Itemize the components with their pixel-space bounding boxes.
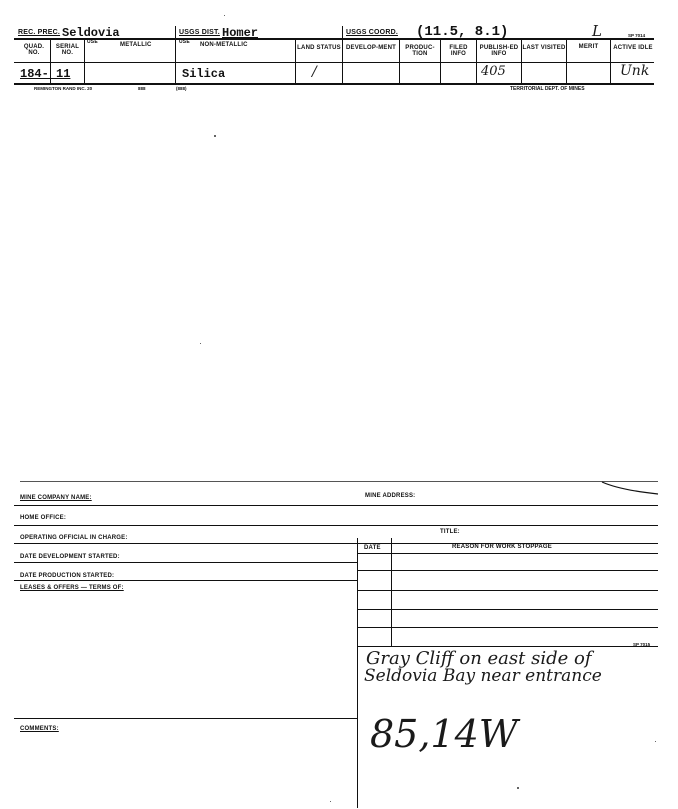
date-production-label: DATE PRODUCTION STARTED: bbox=[20, 573, 115, 579]
scan-speck bbox=[517, 787, 519, 789]
bottom-form-number: SP 7015 bbox=[633, 642, 651, 647]
table-date-divider bbox=[391, 538, 392, 646]
bottom-card-top-edge bbox=[20, 481, 658, 482]
scan-speck bbox=[655, 741, 656, 742]
rule-company bbox=[14, 505, 658, 506]
handwritten-location-line2: Seldovia Bay near entrance bbox=[364, 666, 602, 686]
table-row-rule-5 bbox=[357, 646, 658, 647]
table-row-rule-4 bbox=[357, 627, 658, 628]
table-row-rule-1 bbox=[357, 570, 658, 571]
scan-speck bbox=[330, 801, 331, 802]
rec-prec-label: REC. PREC. bbox=[18, 29, 61, 36]
usgs-dist-value: Homer bbox=[222, 26, 259, 40]
handwritten-number: 85,14W bbox=[370, 712, 518, 756]
table-left-border bbox=[357, 538, 358, 808]
rule-development bbox=[14, 562, 357, 563]
divider-usgs-dist bbox=[175, 26, 176, 83]
header-serial-no: SERIAL NO. bbox=[55, 44, 80, 56]
table-row-rule-2 bbox=[357, 590, 658, 591]
scan-speck bbox=[224, 15, 225, 16]
handwritten-location-line1: Gray Cliff on east side of bbox=[366, 648, 592, 669]
scan-speck bbox=[200, 343, 201, 344]
mine-address-label: MINE ADDRESS: bbox=[365, 493, 416, 499]
top-card-header-rule bbox=[14, 62, 654, 63]
divider-usgs-coord bbox=[342, 26, 343, 39]
footer-code-2: (888) bbox=[176, 86, 187, 91]
rule-official bbox=[14, 543, 658, 544]
header-merit: MERIT bbox=[578, 44, 599, 50]
rec-prec-value: Seldovia bbox=[62, 26, 120, 40]
usgs-coord-value: (11.5, 8.1) bbox=[416, 24, 509, 40]
header-land-status: LAND STATUS bbox=[297, 45, 341, 51]
top-form-number: SP 7014 bbox=[628, 33, 646, 38]
quad-serial-value: 184- 11 bbox=[20, 67, 71, 81]
footer-code-1: 888 bbox=[138, 86, 146, 91]
torn-corner-mark bbox=[600, 480, 660, 496]
header-production: PRODUC-TION bbox=[405, 45, 435, 57]
header-active-idle: ACTIVE IDLE bbox=[613, 45, 653, 51]
nonmetallic-value: Silica bbox=[182, 67, 226, 81]
table-row-rule-3 bbox=[357, 609, 658, 610]
active-idle-value: Unk bbox=[620, 63, 650, 79]
top-card-bottom-rule bbox=[14, 83, 654, 85]
header-nonmetallic: NON-METALLIC bbox=[200, 42, 248, 48]
header-metallic: METALLIC bbox=[120, 42, 152, 48]
comments-label: COMMENTS: bbox=[20, 726, 59, 732]
rule-comments bbox=[14, 718, 357, 719]
header-published-info: PUBLISH-ED INFO bbox=[479, 45, 519, 57]
header-quad-no: QUAD. NO. bbox=[23, 44, 45, 56]
mine-company-name-label: MINE COMPANY NAME: bbox=[20, 495, 92, 501]
header-development: DEVELOP-MENT bbox=[345, 45, 397, 51]
date-development-label: DATE DEVELOPMENT STARTED: bbox=[20, 554, 120, 560]
divider-metallic bbox=[84, 39, 85, 83]
footer-manufacturer: REMINGTON RAND INC. 20 bbox=[34, 86, 93, 91]
header-use-nonmetallic: USE bbox=[179, 39, 190, 45]
footer-department: TERRITORIAL DEPT. OF MINES bbox=[510, 86, 585, 92]
header-use-metallic: USE bbox=[87, 39, 98, 45]
title-label: TITLE: bbox=[440, 529, 460, 535]
table-header-rule bbox=[357, 553, 658, 554]
usgs-dist-label: USGS DIST. bbox=[179, 29, 220, 36]
published-info-value: 405 bbox=[481, 64, 506, 79]
scan-speck bbox=[214, 135, 216, 137]
home-office-label: HOME OFFICE: bbox=[20, 515, 67, 521]
land-status-value: / bbox=[312, 64, 317, 80]
header-filed-info: FILED INFO bbox=[449, 45, 468, 57]
table-date-header: DATE bbox=[364, 545, 381, 551]
leases-offers-label: LEASES & OFFERS — TERMS OF: bbox=[20, 585, 124, 591]
corner-mark: L bbox=[592, 22, 602, 40]
header-last-visited: LAST VISITED bbox=[522, 45, 566, 51]
rule-production bbox=[14, 580, 357, 581]
table-reason-header: REASON FOR WORK STOPPAGE bbox=[452, 544, 552, 550]
operating-official-label: OPERATING OFFICIAL IN CHARGE: bbox=[20, 535, 128, 541]
rule-home-office bbox=[14, 525, 658, 526]
usgs-coord-label: USGS COORD. bbox=[346, 29, 398, 36]
